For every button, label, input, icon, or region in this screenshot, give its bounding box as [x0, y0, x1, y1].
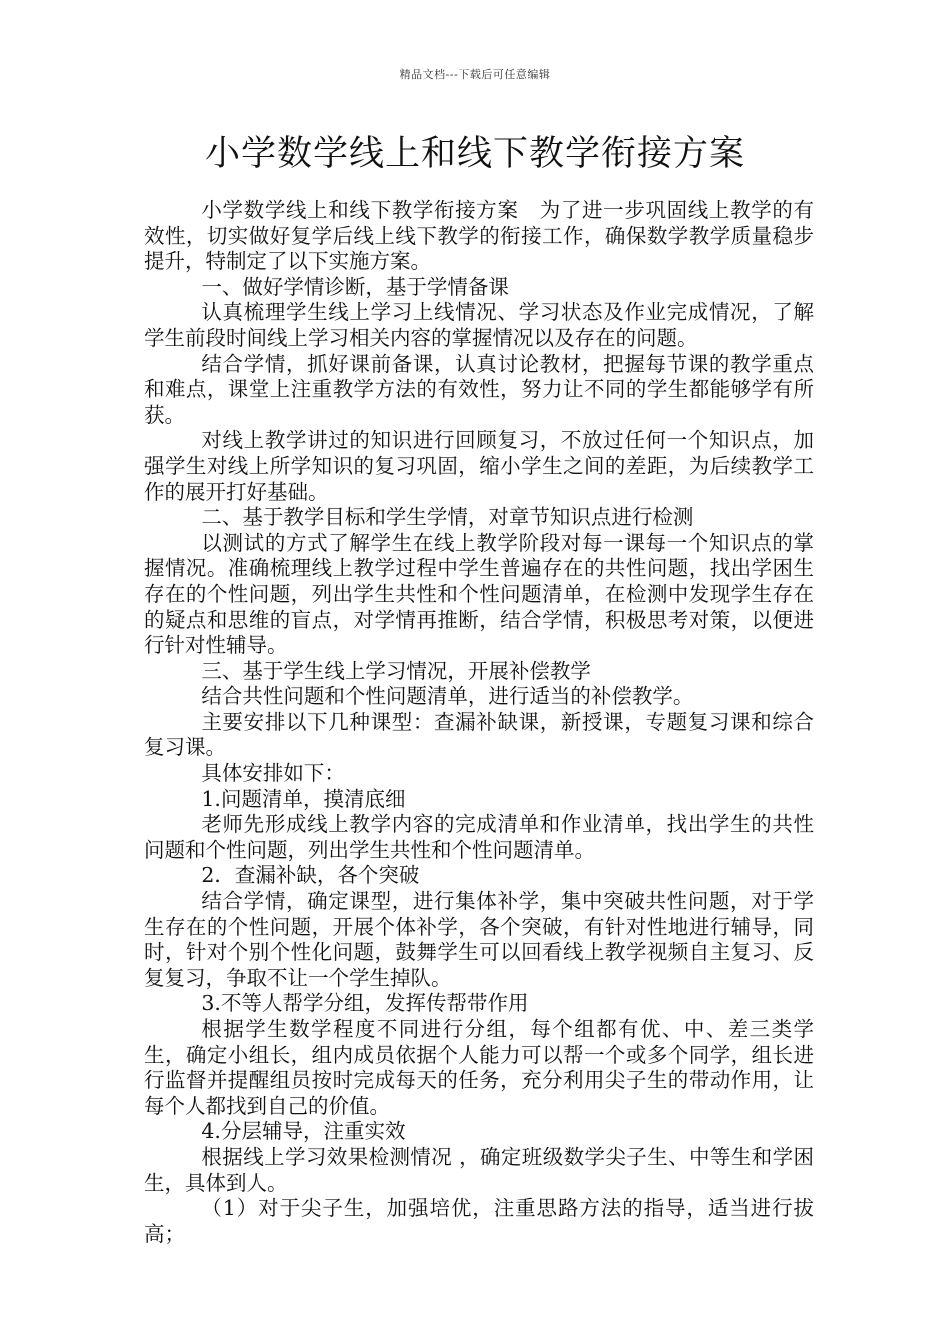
subheading-3: 3.不等人帮学分组，发挥传帮带作用 [201, 991, 529, 1016]
paragraph: 结合学情，确定课型，进行集体补学，集中突破共性问题，对于学生存在的个性问题，开展个体补学，各个突破，有针对性地进行辅导，同时，针对个别个性化问题，鼓舞学生可以回看线上教学视频自主复习、反复复习，争取不让一个学生掉队。 [144, 889, 814, 990]
section-heading-1: 一、做好学情诊断，基于学情备课 [201, 274, 509, 299]
page-header: 精品文档---下载后可任意编辑 [399, 68, 551, 81]
paragraph-intro: 小学数学线上和线下教学衔接方案 为了进一步巩固线上教学的有效性，切实做好复学后线上线下教学的衔接工作，确保数学教学质量稳步提升，特制定了以下实施方案。 [144, 198, 814, 274]
paragraph: 老师先形成线上教学内容的完成清单和作业清单，找出学生的共性问题和个性问题，列出学生共性和个性问题清单。 [144, 812, 814, 862]
subheading-2: 2．查漏补缺，各个突破 [201, 863, 420, 888]
paragraph: 认真梳理学生线上学习上线情况、学习状态及作业完成情况，了解学生前段时间线上学习相关内容的掌握情况以及存在的问题。 [144, 300, 814, 350]
document-title: 小学数学线上和线下教学衔接方案 [204, 134, 745, 174]
paragraph: 具体安排如下： [201, 761, 345, 786]
section-heading-3: 三、基于学生线上学习情况，开展补偿教学 [201, 658, 591, 683]
paragraph: 结合共性问题和个性问题清单，进行适当的补偿教学。 [201, 684, 694, 709]
subheading-4: 4.分层辅导，注重实效 [201, 1119, 406, 1144]
paragraph: 以测试的方式了解学生在线上教学阶段对每一课每一个知识点的掌握情况。准确梳理线上教学过程中学生普遍存在的共性问题，找出学困生存在的个性问题，列出学生共性和个性问题清单，在检测中发现学生存在的疑点和思维的盲点，对学情再推断，结合学情，积极思考对策，以便进行针对性辅导。 [144, 530, 814, 658]
document-body [144, 198, 814, 1247]
paragraph: 根据线上学习效果检测情况 ，确定班级数学尖子生、中等生和学困生，具体到人。 [144, 1144, 814, 1195]
section-heading-2: 二、基于教学目标和学生学情，对章节知识点进行检测 [201, 505, 694, 530]
paragraph: 对线上教学讲过的知识进行回顾复习，不放过任何一个知识点，加强学生对线上所学知识的复习巩固，缩小学生之间的差距，为后续教学工作的展开打好基础。 [144, 428, 814, 504]
paragraph: 结合学情，抓好课前备课，认真讨论教材，把握每节课的教学重点和难点，课堂上注重教学方法的有效性，努力让不同的学生都能够学有所获。 [144, 351, 814, 427]
subheading-1: 1.问题清单，摸清底细 [201, 786, 406, 811]
paragraph: 主要安排以下几种课型：查漏补缺课，新授课，专题复习课和综合复习课。 [144, 709, 814, 760]
list-item-1: （1）对于尖子生，加强培优，注重思路方法的指导，适当进行拔高； [144, 1196, 814, 1246]
paragraph: 根据学生数学程度不同进行分组，每个组都有优、中、差三类学生，确定小组长，组内成员依据个人能力可以帮一个或多个同学，组长进行监督并提醒组员按时完成每天的任务，充分利用尖子生的带动作用，让每个人都找到自己的价值。 [144, 1017, 814, 1118]
